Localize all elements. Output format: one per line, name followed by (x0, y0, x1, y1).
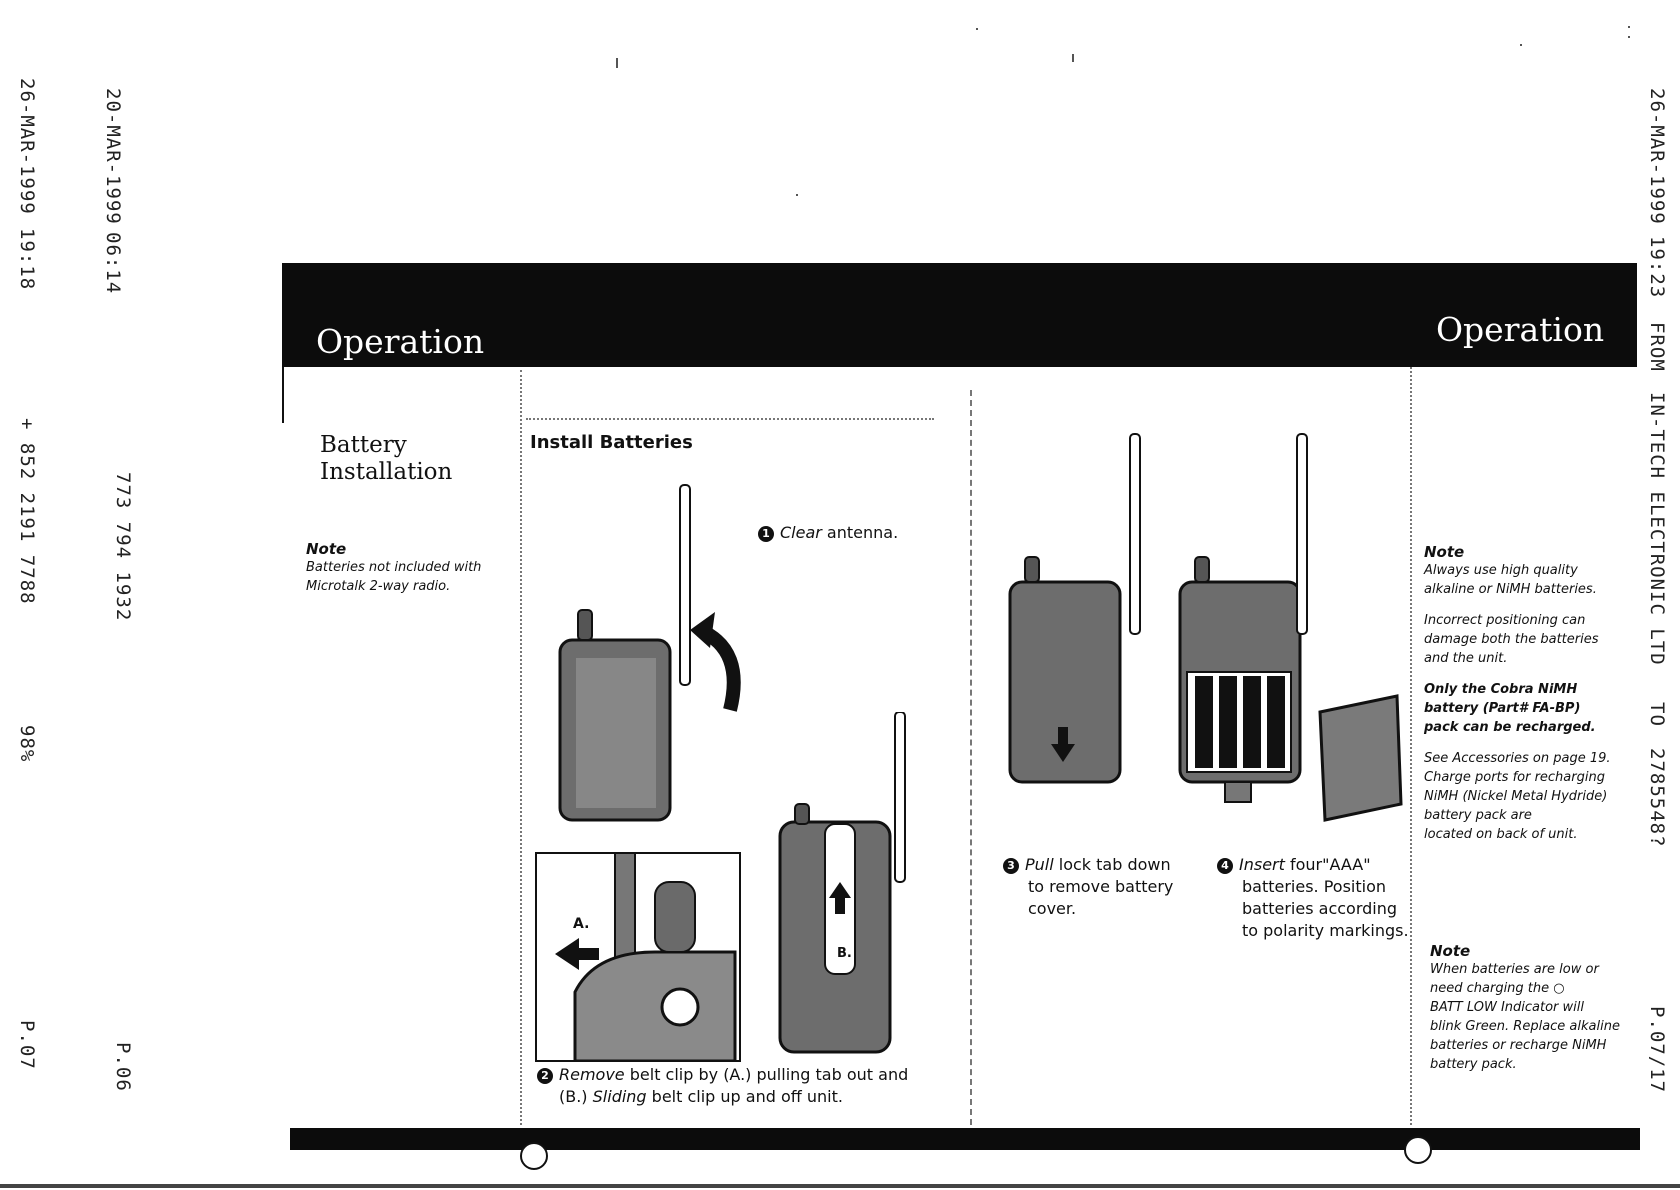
fax-left-outer-phone: + 852 2191 7788 (16, 418, 38, 605)
fax-left-outer-page: P.07 (16, 1020, 38, 1070)
fax-left-outer-date: 26-MAR-1999 (16, 78, 38, 215)
radio-back-clip-illustration (775, 712, 925, 1062)
left-page-title: Operation (316, 322, 485, 361)
batt-low-icon: ○ (1553, 981, 1565, 996)
label-a: A. (573, 916, 590, 932)
belt-clip-closeup-illustration (535, 852, 741, 1062)
note-heading: Note (306, 540, 347, 558)
header-band (282, 263, 1637, 367)
scan-edge (0, 1184, 1680, 1188)
right-page-title: Operation (1436, 310, 1605, 349)
page-number-right (1404, 1136, 1432, 1164)
step1-caption: 1 Clear antenna. (758, 522, 898, 544)
batteries-inserted-illustration (1175, 432, 1415, 832)
page-number-left (520, 1142, 548, 1170)
radio-lock-tab-illustration (1005, 432, 1155, 792)
fax-right-date: 26-MAR-1999 (1646, 88, 1668, 225)
battery-note (306, 540, 506, 596)
footer-band (290, 1128, 1640, 1150)
fax-left-inner-phone: 773 794 1932 (112, 472, 134, 622)
fax-right-sender: IN-TECH ELECTRONIC LTD (1646, 392, 1668, 666)
section-title-line2: Installation (320, 459, 453, 485)
fax-left-outer-percent: 98% (16, 725, 38, 763)
step-number: 1 (758, 526, 774, 542)
step3-caption: 3 Pull lock tab down to remove battery cover. (1003, 854, 1173, 920)
note-line: Microtalk 2-way radio. (306, 579, 451, 594)
note-line: Batteries not included with (306, 560, 482, 575)
section-title-line1: Battery (320, 432, 407, 458)
step2-caption: 2 Remove belt clip by (A.) pulling tab out and (B.) Sliding belt clip up and off unit. (537, 1064, 908, 1108)
step-number: 4 (1217, 858, 1233, 874)
fax-left-inner-time: 06:14 (102, 232, 124, 295)
note-heading: Note (1430, 942, 1471, 960)
section-title (320, 432, 452, 486)
fax-left-inner-page: P.06 (112, 1042, 134, 1092)
fax-left-inner-date: 20-MAR-1999 (102, 88, 124, 225)
fax-left-outer-time: 19:18 (16, 228, 38, 291)
radio-clear-antenna-illustration (550, 480, 750, 830)
fax-right-time: 19:23 (1646, 236, 1668, 299)
install-heading: Install Batteries (530, 432, 693, 453)
label-b: B. (837, 946, 852, 961)
step4-caption: 4 Insert four"AAA" batteries. Position batteries according to polarity markings. (1217, 854, 1409, 942)
fax-right-page: P.07/17 (1646, 1006, 1668, 1094)
right-notes-2: Note When batteries are low or need charging the ○ BATT LOW Indicator will blink Green. Replace alkaline batteries or recharge NiMH battery pack. (1430, 942, 1626, 1074)
right-notes: Note Always use high quality alkaline or NiMH batteries. Incorrect positioning can damage both the batteries and the unit. Only the Cobra NiMH battery (Part# FA-BP) pack can be recharged. See Accessories on page 19. Charge ports for recharging NiMH (Nickel Metal Hydride) battery pack are located on back of unit. (1424, 543, 1620, 844)
fax-right-from: FROM (1646, 322, 1668, 372)
step-number: 3 (1003, 858, 1019, 874)
fax-right-recipient: 2785548? (1646, 748, 1668, 848)
note-heading: Note (1424, 543, 1465, 561)
step-number: 2 (537, 1068, 553, 1084)
fax-right-to: TO (1646, 702, 1668, 727)
